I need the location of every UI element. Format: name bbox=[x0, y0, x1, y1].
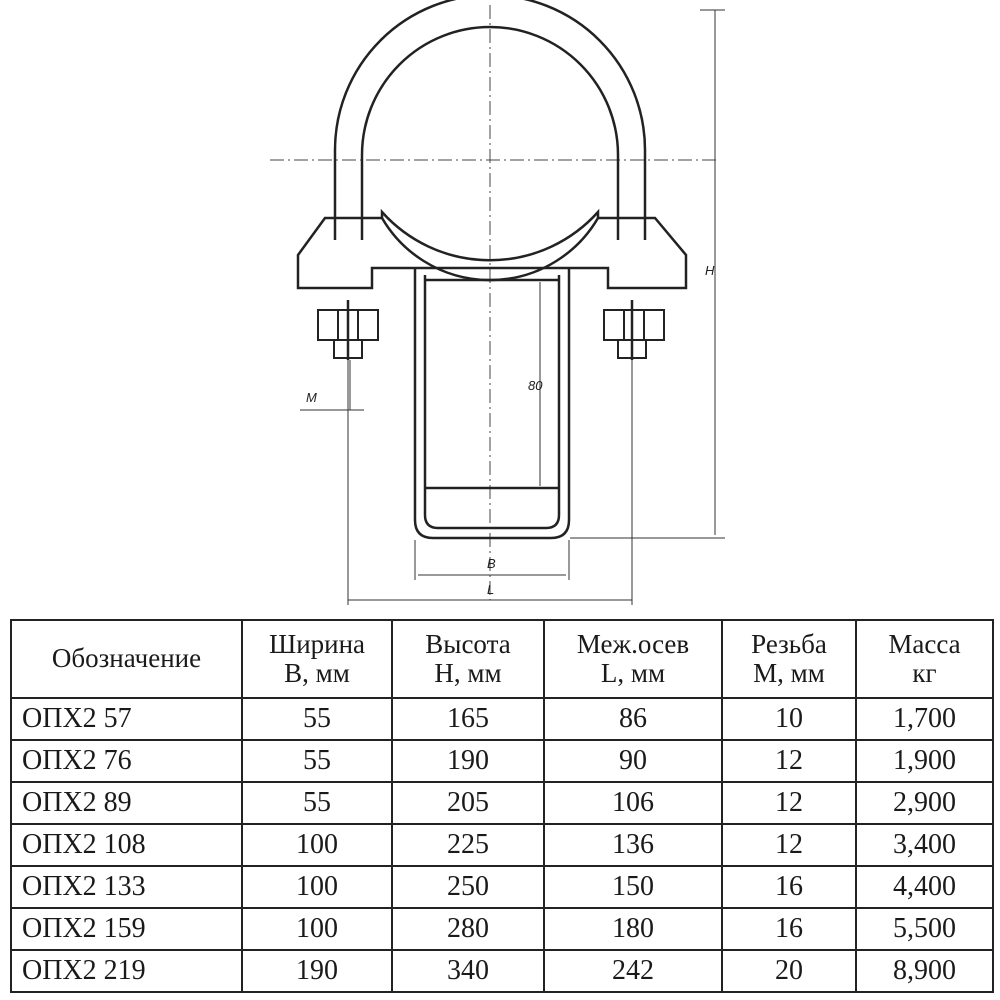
cell-height: 225 bbox=[392, 824, 544, 866]
cell-center-distance: 242 bbox=[544, 950, 722, 992]
center-lines bbox=[270, 5, 720, 600]
nuts bbox=[318, 310, 664, 358]
cell-thread: 16 bbox=[722, 908, 856, 950]
cell-mass: 1,900 bbox=[856, 740, 993, 782]
cell-height: 340 bbox=[392, 950, 544, 992]
cell-designation: ОПХ2 89 bbox=[11, 782, 242, 824]
specification-table bbox=[10, 619, 994, 993]
cell-width: 100 bbox=[242, 824, 392, 866]
table-row bbox=[11, 782, 993, 824]
cell-height: 280 bbox=[392, 908, 544, 950]
dimension-lines bbox=[300, 10, 725, 605]
cell-designation: ОПХ2 159 bbox=[11, 908, 242, 950]
cell-height: 205 bbox=[392, 782, 544, 824]
cell-width: 100 bbox=[242, 866, 392, 908]
height-dimension-label: H bbox=[705, 263, 715, 278]
header-mass: Масса кг bbox=[856, 620, 993, 698]
cell-mass: 2,900 bbox=[856, 782, 993, 824]
clamp-plate bbox=[298, 212, 686, 288]
cell-designation: ОПХ2 219 bbox=[11, 950, 242, 992]
cell-thread: 20 bbox=[722, 950, 856, 992]
cell-mass: 8,900 bbox=[856, 950, 993, 992]
cell-height: 250 bbox=[392, 866, 544, 908]
table-row bbox=[11, 866, 993, 908]
bracket-channel bbox=[415, 268, 569, 538]
table-row bbox=[11, 950, 993, 992]
cell-center-distance: 136 bbox=[544, 824, 722, 866]
thread-dimension-label: M bbox=[306, 390, 317, 405]
cell-thread: 16 bbox=[722, 866, 856, 908]
cell-designation: ОПХ2 133 bbox=[11, 866, 242, 908]
cell-designation: ОПХ2 57 bbox=[11, 698, 242, 740]
width-dimension-label: B bbox=[487, 556, 496, 571]
cell-width: 55 bbox=[242, 740, 392, 782]
cell-center-distance: 150 bbox=[544, 866, 722, 908]
cell-thread: 10 bbox=[722, 698, 856, 740]
cell-height: 190 bbox=[392, 740, 544, 782]
cell-thread: 12 bbox=[722, 824, 856, 866]
cell-width: 55 bbox=[242, 782, 392, 824]
header-designation: Обозначение bbox=[11, 620, 242, 698]
cell-designation: ОПХ2 108 bbox=[11, 824, 242, 866]
cell-thread: 12 bbox=[722, 740, 856, 782]
cell-mass: 1,700 bbox=[856, 698, 993, 740]
header-height: Высота H, мм bbox=[392, 620, 544, 698]
cell-mass: 4,400 bbox=[856, 866, 993, 908]
cell-center-distance: 86 bbox=[544, 698, 722, 740]
cell-mass: 5,500 bbox=[856, 908, 993, 950]
inner-height-dimension-label: 80 bbox=[528, 378, 543, 393]
header-center-distance: Меж.осев L, мм bbox=[544, 620, 722, 698]
table-row bbox=[11, 698, 993, 740]
center-distance-dimension-label: L bbox=[487, 582, 495, 597]
cell-center-distance: 106 bbox=[544, 782, 722, 824]
cell-width: 190 bbox=[242, 950, 392, 992]
cell-width: 100 bbox=[242, 908, 392, 950]
header-width: Ширина B, мм bbox=[242, 620, 392, 698]
cell-mass: 3,400 bbox=[856, 824, 993, 866]
table-row bbox=[11, 908, 993, 950]
table-row bbox=[11, 740, 993, 782]
cell-center-distance: 90 bbox=[544, 740, 722, 782]
cell-width: 55 bbox=[242, 698, 392, 740]
cell-designation: ОПХ2 76 bbox=[11, 740, 242, 782]
cell-center-distance: 180 bbox=[544, 908, 722, 950]
table-row bbox=[11, 824, 993, 866]
cell-height: 165 bbox=[392, 698, 544, 740]
cell-thread: 12 bbox=[722, 782, 856, 824]
header-thread: Резьба M, мм bbox=[722, 620, 856, 698]
table-header-row bbox=[11, 620, 993, 698]
